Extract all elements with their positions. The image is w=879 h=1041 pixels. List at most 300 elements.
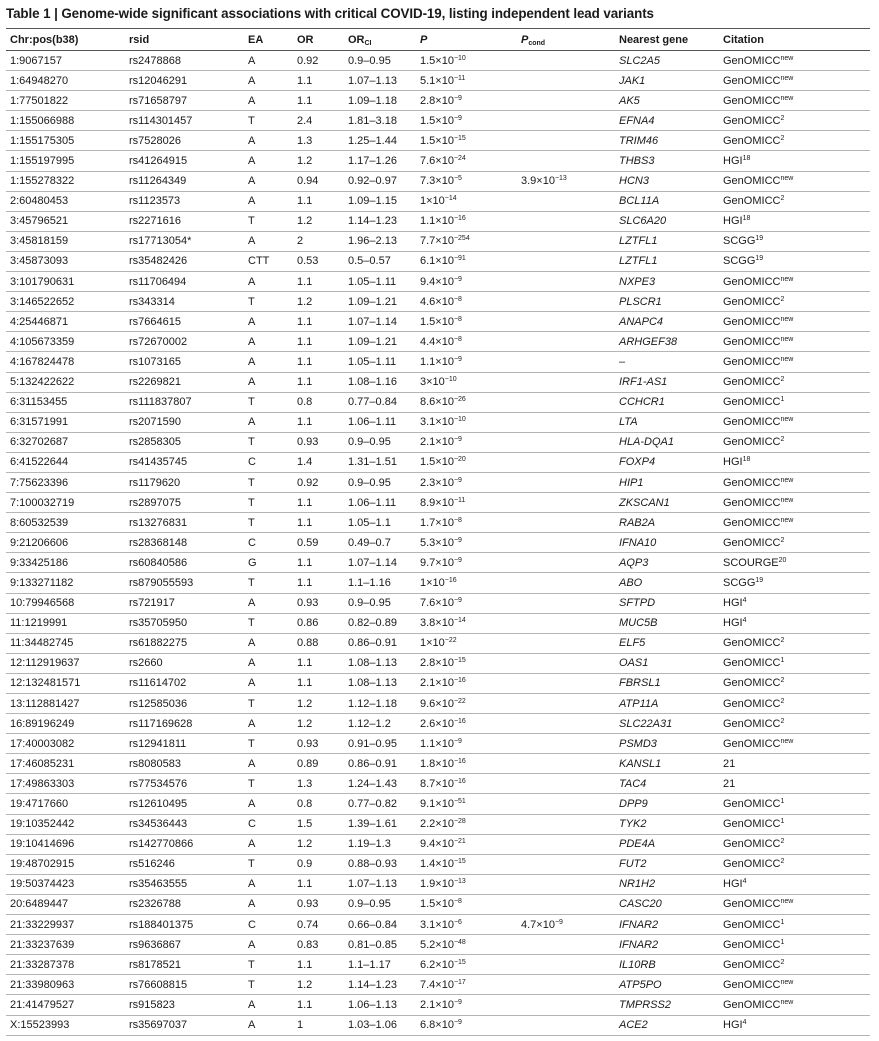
cell-citation — [719, 372, 870, 392]
p-base: 9.1×10 — [420, 798, 454, 811]
cell-citation — [719, 1015, 870, 1035]
citation-source: GenOMICC — [723, 858, 781, 871]
citation-source: GenOMICC — [723, 677, 781, 690]
citation-ref: 2 — [780, 858, 785, 866]
cell-p — [416, 694, 517, 714]
citation-source: GenOMICC — [723, 697, 781, 710]
p-exponent: −10 — [453, 54, 466, 62]
citation-source: GenOMICC — [723, 355, 781, 368]
p-base: 7.6×10 — [420, 597, 454, 610]
cell-or-ci: 1.1–1.17 — [348, 958, 391, 971]
p-base: 1.4×10 — [420, 858, 454, 871]
cell-or-ci: 0.91–0.95 — [348, 737, 397, 750]
cell-p — [416, 392, 517, 412]
citation-source: GenOMICC — [723, 657, 781, 670]
cell-nearest-gene: IRF1-AS1 — [619, 376, 668, 389]
cell-p — [416, 814, 517, 834]
header-p-cond-main: P — [521, 33, 529, 46]
cell-citation — [719, 915, 870, 935]
cell-ea: T — [248, 858, 255, 871]
cell-or: 0.93 — [297, 436, 319, 449]
cell-p — [416, 131, 517, 151]
citation-source: GenOMICC — [723, 717, 781, 730]
cell-or: 1.1 — [297, 576, 313, 589]
cell-or: 1.1 — [297, 998, 313, 1011]
header-ea: EA — [248, 33, 264, 46]
table-row — [6, 834, 870, 854]
cell-or: 1.1 — [297, 376, 313, 389]
citation-source: GenOMICC — [723, 838, 781, 851]
cell-p-cond — [517, 955, 615, 975]
cell-p — [416, 734, 517, 754]
cell-or-ci: 1.07–1.14 — [348, 556, 397, 569]
cell-or-ci: 0.77–0.82 — [348, 798, 397, 811]
citation-source: GenOMICC — [723, 54, 781, 67]
p-exponent: −8 — [453, 335, 462, 343]
p-base: 9.7×10 — [420, 556, 454, 569]
cell-p-cond — [517, 734, 615, 754]
p-base: 9.6×10 — [420, 697, 454, 710]
table-row — [6, 372, 870, 392]
citation-source: SCGG — [723, 235, 756, 248]
cell-chrpos: 1:155278322 — [10, 175, 75, 188]
citation-source: GenOMICC — [723, 898, 781, 911]
citation-source: GenOMICC — [723, 416, 781, 429]
citation-ref: new — [780, 516, 794, 524]
cell-rsid: rs879055593 — [129, 576, 194, 589]
cell-rsid: rs142770866 — [129, 838, 194, 851]
cell-rsid: rs41264915 — [129, 155, 188, 168]
cell-or: 0.8 — [297, 798, 313, 811]
cell-or-ci: 1.1–1.16 — [348, 576, 391, 589]
cell-ea: A — [248, 898, 256, 911]
cell-chrpos: 9:133271182 — [10, 576, 74, 589]
header-nearest-gene: Nearest gene — [619, 33, 689, 46]
p-base: 6.8×10 — [420, 1019, 454, 1032]
p-exponent: −17 — [453, 978, 466, 986]
citation-source: GenOMICC — [723, 536, 781, 549]
cell-or: 1.2 — [297, 215, 313, 228]
cell-citation — [719, 874, 870, 894]
cell-p — [416, 71, 517, 91]
cell-p — [416, 1015, 517, 1035]
cell-ea: T — [248, 697, 255, 710]
citation-ref: new — [780, 94, 794, 102]
cell-or: 0.94 — [297, 175, 319, 188]
citation-ref: 2 — [780, 637, 785, 645]
citation-ref: new — [780, 275, 794, 283]
p-base: 9.4×10 — [420, 275, 454, 288]
citation-source: GenOMICC — [723, 978, 781, 991]
p-exponent: −9 — [453, 436, 462, 444]
cell-p-cond — [517, 593, 615, 613]
p-exponent: −11 — [453, 496, 466, 504]
p-base: 6.2×10 — [420, 958, 454, 971]
cell-rsid: rs1073165 — [129, 355, 181, 368]
cell-chrpos: 3:45873093 — [10, 255, 69, 268]
p-exponent: −28 — [453, 818, 466, 826]
cell-p-cond — [517, 71, 615, 91]
cell-or: 0.59 — [297, 536, 319, 549]
cell-p-cond — [517, 814, 615, 834]
cell-rsid: rs8178521 — [129, 958, 181, 971]
p-exponent: −9 — [453, 94, 462, 102]
cell-or: 1.1 — [297, 275, 313, 288]
citation-ref: new — [780, 335, 794, 343]
cell-chrpos: 13:112881427 — [10, 697, 80, 710]
cell-or: 1.1 — [297, 355, 313, 368]
citation-ref: 2 — [780, 114, 785, 122]
cell-chrpos: 16:89196249 — [10, 717, 75, 730]
cell-rsid: rs11706494 — [129, 275, 187, 288]
cell-p-cond — [517, 714, 615, 734]
cell-or: 0.93 — [297, 898, 319, 911]
cell-rsid: rs1123573 — [129, 195, 181, 208]
cell-p-cond — [517, 633, 615, 653]
cell-p-cond — [517, 412, 615, 432]
cell-ea: A — [248, 195, 256, 208]
cell-ea: T — [248, 496, 255, 509]
cell-ea: T — [248, 476, 255, 489]
cell-or-ci: 0.88–0.93 — [348, 858, 397, 871]
cell-citation — [719, 774, 870, 794]
table-row — [6, 251, 870, 271]
p-exponent: −16 — [444, 576, 457, 584]
cell-nearest-gene: THBS3 — [619, 155, 655, 168]
citation-source: GenOMICC — [723, 396, 781, 409]
cell-rsid: rs8080583 — [129, 757, 181, 770]
table-title: Table 1 | Genome-wide significant associations with critical COVID-19, listing independent lead variants — [6, 6, 654, 21]
cell-chrpos: 19:48702915 — [10, 858, 75, 871]
cell-p — [416, 472, 517, 492]
citation-ref: new — [780, 315, 794, 323]
cell-or-ci: 1.05–1.1 — [348, 516, 391, 529]
p-exponent: −13 — [453, 878, 466, 886]
cell-chrpos: 6:31571991 — [10, 416, 69, 429]
cell-rsid: rs12610495 — [129, 798, 188, 811]
cell-p-cond — [517, 573, 615, 593]
p-base: 1.5×10 — [420, 134, 454, 147]
header-rsid: rsid — [129, 33, 150, 46]
citation-source: SCGG — [723, 576, 756, 589]
cell-ea: A — [248, 757, 256, 770]
table-row — [6, 412, 870, 432]
citation-ref: 1 — [780, 798, 785, 806]
p-exponent: −15 — [453, 657, 466, 665]
cell-p-cond — [517, 191, 615, 211]
p-exponent: −9 — [453, 1019, 462, 1027]
cell-citation — [719, 151, 870, 171]
cell-ea: A — [248, 134, 256, 147]
citation-source: GenOMICC — [723, 818, 781, 831]
cell-citation — [719, 955, 870, 975]
cell-p-cond — [517, 151, 615, 171]
cell-or-ci: 1.09–1.15 — [348, 195, 397, 208]
p-exponent: −20 — [453, 456, 466, 464]
citation-ref: new — [780, 355, 794, 363]
cell-or-ci: 0.9–0.95 — [348, 54, 391, 67]
cell-or-ci: 1.39–1.61 — [348, 818, 397, 831]
cell-or: 0.89 — [297, 757, 319, 770]
cell-p — [416, 593, 517, 613]
cell-or: 2 — [297, 235, 304, 248]
cell-chrpos: 9:21206606 — [10, 536, 69, 549]
cell-ea: A — [248, 998, 256, 1011]
cell-chrpos: 4:105673359 — [10, 335, 75, 348]
cell-rsid: rs915823 — [129, 998, 175, 1011]
cell-or-ci: 0.66–0.84 — [348, 918, 397, 931]
cell-nearest-gene: JAK1 — [619, 74, 646, 87]
cell-citation — [719, 71, 870, 91]
cell-nearest-gene: HLA-DQA1 — [619, 436, 675, 449]
cell-citation — [719, 131, 870, 151]
p-base: 1.5×10 — [420, 898, 454, 911]
cell-nearest-gene: HIP1 — [619, 476, 644, 489]
citation-source: GenOMICC — [723, 998, 781, 1011]
header-chrpos: Chr:pos(b38) — [10, 33, 79, 46]
cell-ea: A — [248, 235, 256, 248]
cell-p-cond — [517, 171, 615, 191]
citation-source: GenOMICC — [723, 516, 781, 529]
cell-or: 1.2 — [297, 978, 313, 991]
cell-or-ci: 1.07–1.14 — [348, 315, 397, 328]
p-exponent: −21 — [453, 838, 466, 846]
citation-ref: new — [780, 898, 794, 906]
cell-chrpos: 7:75623396 — [10, 476, 69, 489]
cell-citation — [719, 593, 870, 613]
cell-citation — [719, 975, 870, 995]
cell-nearest-gene: PDE4A — [619, 838, 656, 851]
cell-or-ci: 0.9–0.95 — [348, 898, 391, 911]
cell-ea: A — [248, 838, 256, 851]
cell-ea: A — [248, 938, 256, 951]
p-base: 1×10 — [420, 637, 445, 650]
p-cond-exponent: −9 — [554, 918, 563, 926]
citation-source: HGI — [723, 456, 743, 469]
header-citation: Citation — [723, 33, 764, 46]
p-base: 2.1×10 — [420, 998, 454, 1011]
cell-p — [416, 995, 517, 1015]
cell-p — [416, 754, 517, 774]
cell-chrpos: 19:10414696 — [10, 838, 75, 851]
citation-source: GenOMICC — [723, 195, 781, 208]
p-exponent: −9 — [453, 355, 462, 363]
cell-p — [416, 975, 517, 995]
cell-p-cond — [517, 794, 615, 814]
cell-nearest-gene: IFNAR2 — [619, 938, 659, 951]
citation-source: GenOMICC — [723, 94, 781, 107]
cell-p-cond — [517, 51, 615, 71]
cell-rsid: rs188401375 — [129, 918, 194, 931]
table-row — [6, 553, 870, 573]
p-exponent: −14 — [444, 195, 457, 203]
cell-or-ci: 1.09–1.18 — [348, 94, 397, 107]
cell-citation — [719, 794, 870, 814]
p-exponent: −22 — [444, 637, 457, 645]
cell-citation — [719, 191, 870, 211]
table-row — [6, 231, 870, 251]
cell-or-ci: 1.07–1.13 — [348, 74, 397, 87]
cell-nearest-gene: TYK2 — [619, 818, 647, 831]
cell-citation — [719, 352, 870, 372]
cell-rsid: rs61882275 — [129, 637, 188, 650]
cell-ea: A — [248, 878, 256, 891]
cell-chrpos: 17:46085231 — [10, 757, 75, 770]
p-base: 4.4×10 — [420, 335, 454, 348]
cell-citation — [719, 734, 870, 754]
p-exponent: −6 — [453, 918, 462, 926]
cell-ea: T — [248, 978, 255, 991]
table-row — [6, 633, 870, 653]
table-row — [6, 935, 870, 955]
table-row — [6, 131, 870, 151]
cell-chrpos: 3:45796521 — [10, 215, 69, 228]
cell-nearest-gene: IL10RB — [619, 958, 656, 971]
citation-source: SCOURGE — [723, 556, 779, 569]
cell-nearest-gene: TMPRSS2 — [619, 998, 671, 1011]
citation-ref: 1 — [780, 918, 785, 926]
cell-p — [416, 935, 517, 955]
citation-ref: 18 — [742, 456, 751, 464]
cell-p — [416, 412, 517, 432]
cell-citation — [719, 231, 870, 251]
cell-or-ci: 1.96–2.13 — [348, 235, 397, 248]
cell-p-cond — [517, 211, 615, 231]
cell-or: 1.1 — [297, 516, 313, 529]
p-exponent: −15 — [453, 858, 466, 866]
cell-rsid: rs2271616 — [129, 215, 181, 228]
citation-ref: 18 — [742, 215, 751, 223]
citation-ref: new — [780, 998, 794, 1006]
cell-nearest-gene: LZTFL1 — [619, 235, 658, 248]
cell-chrpos: 1:64948270 — [10, 74, 69, 87]
cell-ea: A — [248, 677, 256, 690]
cell-rsid: rs2478868 — [129, 54, 181, 67]
associations-table — [6, 28, 870, 1036]
citation-ref: 1 — [780, 657, 785, 665]
cell-ea: A — [248, 155, 256, 168]
cell-ea: C — [248, 456, 256, 469]
cell-ea: A — [248, 798, 256, 811]
p-exponent: −15 — [453, 134, 466, 142]
cell-p-cond — [517, 653, 615, 673]
citation-ref: new — [780, 54, 794, 62]
table-row — [6, 312, 870, 332]
citation-source: GenOMICC — [723, 315, 781, 328]
cell-p — [416, 51, 517, 71]
table-row — [6, 91, 870, 111]
cell-rsid: rs76608815 — [129, 978, 188, 991]
p-base: 5.3×10 — [420, 536, 454, 549]
p-exponent: −8 — [453, 516, 462, 524]
cell-p — [416, 533, 517, 553]
table-row — [6, 452, 870, 472]
citation-source: GenOMICC — [723, 295, 781, 308]
cell-nearest-gene: ATP5PO — [619, 978, 662, 991]
cell-or-ci: 1.06–1.13 — [348, 998, 397, 1011]
p-base: 2.8×10 — [420, 94, 454, 107]
cell-nearest-gene: LZTFL1 — [619, 255, 658, 268]
cell-p-cond — [517, 513, 615, 533]
cell-rsid: rs12046291 — [129, 74, 188, 87]
cell-ea: A — [248, 335, 256, 348]
citation-ref: 2 — [780, 677, 785, 685]
cell-or: 0.93 — [297, 737, 319, 750]
cell-p — [416, 151, 517, 171]
cell-rsid: rs28368148 — [129, 536, 188, 549]
cell-ea: G — [248, 556, 257, 569]
cell-citation — [719, 251, 870, 271]
citation-source: HGI — [723, 597, 743, 610]
cell-or-ci: 0.49–0.7 — [348, 536, 391, 549]
cell-p-cond — [517, 774, 615, 794]
cell-ea: T — [248, 114, 255, 127]
cell-citation — [719, 894, 870, 914]
p-exponent: −9 — [453, 556, 462, 564]
cell-nearest-gene: NXPE3 — [619, 275, 656, 288]
table-row — [6, 1015, 870, 1035]
cell-nearest-gene: FUT2 — [619, 858, 647, 871]
cell-nearest-gene: ACE2 — [619, 1019, 648, 1032]
p-exponent: −9 — [453, 737, 462, 745]
cell-p — [416, 171, 517, 191]
cell-nearest-gene: MUC5B — [619, 617, 658, 630]
cell-ea: CTT — [248, 255, 270, 268]
cell-nearest-gene: IFNAR2 — [619, 918, 659, 931]
citation-ref: new — [780, 737, 794, 745]
cell-nearest-gene: RAB2A — [619, 516, 656, 529]
p-base: 8.7×10 — [420, 777, 454, 790]
cell-chrpos: X:15523993 — [10, 1019, 70, 1032]
p-exponent: −16 — [453, 717, 466, 725]
citation-source: GenOMICC — [723, 74, 781, 87]
table-row — [6, 352, 870, 372]
cell-p-cond — [517, 472, 615, 492]
cell-or: 1.2 — [297, 295, 313, 308]
cell-citation — [719, 935, 870, 955]
cell-rsid: rs2897075 — [129, 496, 181, 509]
cell-rsid: rs13276831 — [129, 516, 188, 529]
header-p — [416, 29, 517, 51]
cell-rsid: rs2269821 — [129, 376, 181, 389]
table-row — [6, 493, 870, 513]
cell-citation — [719, 51, 870, 71]
p-base: 2.1×10 — [420, 677, 454, 690]
citation-ref: 2 — [780, 536, 785, 544]
cell-chrpos: 9:33425186 — [10, 556, 69, 569]
cell-ea: A — [248, 637, 256, 650]
citation-ref: 4 — [742, 878, 747, 886]
citation-ref: new — [780, 74, 794, 82]
citation-source: GenOMICC — [723, 637, 781, 650]
cell-p — [416, 915, 517, 935]
cell-rsid: rs41435745 — [129, 456, 188, 469]
cell-chrpos: 1:155066988 — [10, 114, 75, 127]
cell-or-ci: 1.05–1.11 — [348, 355, 397, 368]
cell-or: 1.3 — [297, 134, 313, 147]
citation-ref: 2 — [780, 295, 785, 303]
cell-or: 0.86 — [297, 617, 319, 630]
cell-nearest-gene: IFNA10 — [619, 536, 657, 549]
citation-ref: 2 — [780, 958, 785, 966]
cell-or-ci: 1.17–1.26 — [348, 155, 397, 168]
cell-nearest-gene: OAS1 — [619, 657, 649, 670]
cell-rsid: rs77534576 — [129, 777, 188, 790]
cell-p-cond — [517, 894, 615, 914]
cell-rsid: rs35463555 — [129, 878, 188, 891]
cell-or-ci: 1.09–1.21 — [348, 335, 397, 348]
header-p-cond-sub: cond — [528, 39, 546, 47]
